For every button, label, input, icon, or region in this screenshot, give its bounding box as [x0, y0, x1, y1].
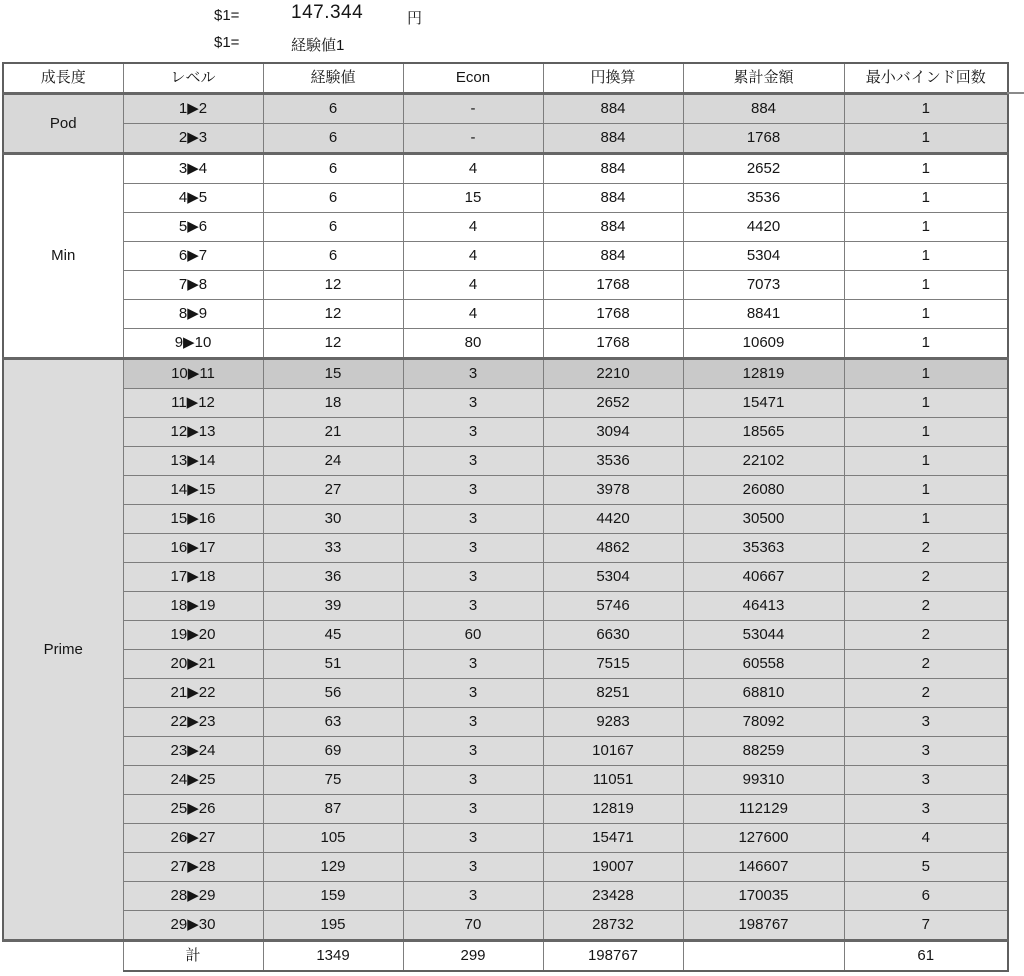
table-cell: 60: [403, 621, 543, 650]
table-cell: 1: [844, 124, 1008, 154]
exp-rate-label: $1=: [214, 34, 240, 51]
table-row: [3, 679, 1008, 708]
table-cell: 20▶21: [123, 650, 263, 679]
table-cell: 3: [403, 359, 543, 389]
table-cell: 3: [403, 882, 543, 911]
table-cell: 29▶30: [123, 911, 263, 941]
table-cell: 112129: [683, 795, 844, 824]
table-cell: 1: [844, 213, 1008, 242]
table-cell: 2: [844, 621, 1008, 650]
table-cell: 1: [844, 505, 1008, 534]
table-cell: 19▶20: [123, 621, 263, 650]
table-cell: 884: [543, 242, 683, 271]
level-table: [2, 62, 1009, 972]
table-cell: 26▶27: [123, 824, 263, 853]
table-cell: 3: [844, 708, 1008, 737]
table-cell: 15▶16: [123, 505, 263, 534]
table-cell: 2652: [543, 389, 683, 418]
table-cell: 18: [263, 389, 403, 418]
table-cell: 4420: [683, 213, 844, 242]
table-cell: 19007: [543, 853, 683, 882]
table-cell: 2: [844, 592, 1008, 621]
table-row: [3, 766, 1008, 795]
table-cell: 2▶3: [123, 124, 263, 154]
column-header: 累計金額: [683, 63, 844, 94]
table-cell: 1: [844, 476, 1008, 505]
table-cell: 12▶13: [123, 418, 263, 447]
table-cell: 25▶26: [123, 795, 263, 824]
table-cell: 26080: [683, 476, 844, 505]
table-cell: 159: [263, 882, 403, 911]
column-header: 円換算: [543, 63, 683, 94]
table-cell: 22102: [683, 447, 844, 476]
table-cell: 1768: [543, 300, 683, 329]
table-row: [3, 621, 1008, 650]
table-cell: 33: [263, 534, 403, 563]
total-cell: [683, 941, 844, 972]
table-cell: 3: [403, 737, 543, 766]
table-cell: 35363: [683, 534, 844, 563]
table-cell: 15471: [683, 389, 844, 418]
table-cell: 15: [263, 359, 403, 389]
table-cell: 8841: [683, 300, 844, 329]
table-cell: 105: [263, 824, 403, 853]
table-cell: 6: [263, 242, 403, 271]
table-cell: 12819: [543, 795, 683, 824]
table-row: [3, 447, 1008, 476]
table-cell: 8▶9: [123, 300, 263, 329]
table-cell: 884: [543, 124, 683, 154]
total-cell: 1349: [263, 941, 403, 972]
table-cell: 3: [844, 737, 1008, 766]
table-cell: 6: [844, 882, 1008, 911]
table-cell: 22▶23: [123, 708, 263, 737]
table-cell: 5746: [543, 592, 683, 621]
table-cell: 12: [263, 271, 403, 300]
table-cell: 3: [403, 563, 543, 592]
table-row: [3, 242, 1008, 271]
table-cell: 11051: [543, 766, 683, 795]
table-cell: 1: [844, 184, 1008, 213]
table-cell: 1▶2: [123, 94, 263, 124]
total-row: [3, 941, 1008, 972]
table-cell: 5▶6: [123, 213, 263, 242]
table-cell: 1: [844, 447, 1008, 476]
table-cell: 9283: [543, 708, 683, 737]
table-row: [3, 795, 1008, 824]
table-cell: 4▶5: [123, 184, 263, 213]
table-cell: 3: [403, 708, 543, 737]
table-cell: 9▶10: [123, 329, 263, 359]
table-row: [3, 184, 1008, 213]
table-cell: 3: [403, 766, 543, 795]
table-cell: 23428: [543, 882, 683, 911]
table-cell: 68810: [683, 679, 844, 708]
table-cell: 1768: [543, 271, 683, 300]
table-row: [3, 882, 1008, 911]
exchange-rate-unit: 円: [407, 10, 423, 27]
table-cell: 3: [403, 592, 543, 621]
table-cell: 1: [844, 94, 1008, 124]
table-cell: 3: [403, 447, 543, 476]
table-cell: 30500: [683, 505, 844, 534]
table-cell: 6▶7: [123, 242, 263, 271]
group-cell-pod: Pod: [3, 94, 123, 154]
table-cell: 30: [263, 505, 403, 534]
table-cell: 6: [263, 213, 403, 242]
table-row: [3, 389, 1008, 418]
table-row: [3, 213, 1008, 242]
table-cell: 5: [844, 853, 1008, 882]
table-cell: 4: [403, 154, 543, 184]
table-cell: -: [403, 94, 543, 124]
table-cell: 4: [403, 271, 543, 300]
table-cell: 3▶4: [123, 154, 263, 184]
column-header: 最小バインド回数: [844, 63, 1008, 94]
table-cell: 8251: [543, 679, 683, 708]
table-cell: 3: [403, 418, 543, 447]
table-cell: 3: [403, 679, 543, 708]
table-cell: 6: [263, 94, 403, 124]
table-row: [3, 271, 1008, 300]
table-cell: 56: [263, 679, 403, 708]
table-cell: 16▶17: [123, 534, 263, 563]
table-cell: 78092: [683, 708, 844, 737]
column-header: Econ: [403, 63, 543, 94]
header-row: [3, 63, 1008, 94]
table-cell: 12: [263, 329, 403, 359]
table-row: [3, 300, 1008, 329]
table-cell: -: [403, 124, 543, 154]
table-cell: 27: [263, 476, 403, 505]
table-cell: 3978: [543, 476, 683, 505]
table-cell: 1768: [543, 329, 683, 359]
table-cell: 4: [403, 242, 543, 271]
table-cell: 4: [403, 300, 543, 329]
table-cell: 3: [403, 476, 543, 505]
table-cell: 195: [263, 911, 403, 941]
table-cell: 146607: [683, 853, 844, 882]
table-cell: 39: [263, 592, 403, 621]
table-cell: 2652: [683, 154, 844, 184]
table-cell: 4420: [543, 505, 683, 534]
table-cell: 6630: [543, 621, 683, 650]
table-cell: 2210: [543, 359, 683, 389]
total-cell: 198767: [543, 941, 683, 972]
total-cell: 299: [403, 941, 543, 972]
table-row: [3, 853, 1008, 882]
table-row: [3, 476, 1008, 505]
table-cell: 3: [403, 853, 543, 882]
table-cell: 6: [263, 154, 403, 184]
table-cell: 6: [263, 184, 403, 213]
table-cell: 70: [403, 911, 543, 941]
table-row: [3, 911, 1008, 941]
table-row: [3, 824, 1008, 853]
table-cell: 884: [543, 94, 683, 124]
table-row: [3, 329, 1008, 359]
table-cell: 3: [844, 795, 1008, 824]
table-cell: 3: [403, 389, 543, 418]
table-cell: 18▶19: [123, 592, 263, 621]
table-row: [3, 563, 1008, 592]
table-cell: 12: [263, 300, 403, 329]
column-header: 経験値: [263, 63, 403, 94]
table-cell: 198767: [683, 911, 844, 941]
table-row: [3, 592, 1008, 621]
table-cell: 12819: [683, 359, 844, 389]
column-header: レベル: [123, 63, 263, 94]
table-cell: 3: [403, 505, 543, 534]
table-cell: 15: [403, 184, 543, 213]
table-cell: 1: [844, 359, 1008, 389]
table-cell: 3536: [543, 447, 683, 476]
table-cell: 15471: [543, 824, 683, 853]
exchange-rate-label: $1=: [214, 7, 240, 24]
table-cell: 884: [543, 184, 683, 213]
table-row: [3, 534, 1008, 563]
table-cell: 7073: [683, 271, 844, 300]
total-label: 計: [123, 941, 263, 972]
table-cell: 75: [263, 766, 403, 795]
exp-rate-value: 経験値1: [291, 37, 345, 54]
table-cell: 99310: [683, 766, 844, 795]
table-cell: 3: [403, 824, 543, 853]
table-cell: 24▶25: [123, 766, 263, 795]
group-cell-prime: Prime: [3, 359, 123, 941]
table-row: [3, 154, 1008, 184]
table-cell: 3: [403, 795, 543, 824]
table-cell: 6: [263, 124, 403, 154]
table-cell: 1768: [683, 124, 844, 154]
table-row: [3, 737, 1008, 766]
table-cell: 7▶8: [123, 271, 263, 300]
table-cell: 28▶29: [123, 882, 263, 911]
group-cell-min: Min: [3, 154, 123, 359]
table-row: [3, 359, 1008, 389]
table-cell: 170035: [683, 882, 844, 911]
table-cell: 3536: [683, 184, 844, 213]
column-header: 成長度: [3, 63, 123, 94]
table-cell: 60558: [683, 650, 844, 679]
table-row: [3, 650, 1008, 679]
table-cell: 45: [263, 621, 403, 650]
table-cell: 40667: [683, 563, 844, 592]
table-cell: 884: [543, 213, 683, 242]
table-cell: 1: [844, 154, 1008, 184]
table-cell: 1: [844, 242, 1008, 271]
table-cell: 3: [403, 534, 543, 563]
table-row: [3, 94, 1008, 124]
table-cell: 10609: [683, 329, 844, 359]
table-cell: 2: [844, 679, 1008, 708]
table-cell: 13▶14: [123, 447, 263, 476]
table-cell: 1: [844, 329, 1008, 359]
header-rule-extension: [1007, 92, 1024, 94]
table-cell: 5304: [543, 563, 683, 592]
table-cell: 21: [263, 418, 403, 447]
table-cell: 4: [403, 213, 543, 242]
table-cell: 14▶15: [123, 476, 263, 505]
table-cell: 127600: [683, 824, 844, 853]
exchange-rate-value: 147.344: [291, 2, 364, 23]
table-cell: 51: [263, 650, 403, 679]
table-cell: 69: [263, 737, 403, 766]
table-cell: 27▶28: [123, 853, 263, 882]
table-cell: 17▶18: [123, 563, 263, 592]
table-cell: 5304: [683, 242, 844, 271]
table-cell: 23▶24: [123, 737, 263, 766]
table-cell: 129: [263, 853, 403, 882]
table-cell: 7: [844, 911, 1008, 941]
level-table-body: [3, 94, 1008, 972]
table-cell: 10167: [543, 737, 683, 766]
table-cell: 36: [263, 563, 403, 592]
table-cell: 884: [543, 154, 683, 184]
table-cell: 884: [683, 94, 844, 124]
table-row: [3, 124, 1008, 154]
table-row: [3, 708, 1008, 737]
table-cell: 63: [263, 708, 403, 737]
table-cell: 53044: [683, 621, 844, 650]
table-cell: 28732: [543, 911, 683, 941]
table-cell: 3: [844, 766, 1008, 795]
table-row: [3, 418, 1008, 447]
table-cell: 1: [844, 389, 1008, 418]
table-cell: 24: [263, 447, 403, 476]
table-cell: 87: [263, 795, 403, 824]
table-cell: 80: [403, 329, 543, 359]
table-cell: 1: [844, 271, 1008, 300]
table-cell: 2: [844, 534, 1008, 563]
table-row: [3, 505, 1008, 534]
table-cell: 1: [844, 418, 1008, 447]
total-blank-corner: [3, 941, 123, 972]
table-cell: 3: [403, 650, 543, 679]
total-cell: 61: [844, 941, 1008, 972]
table-cell: 21▶22: [123, 679, 263, 708]
table-cell: 18565: [683, 418, 844, 447]
table-cell: 2: [844, 650, 1008, 679]
table-cell: 2: [844, 563, 1008, 592]
table-cell: 46413: [683, 592, 844, 621]
table-cell: 11▶12: [123, 389, 263, 418]
table-cell: 88259: [683, 737, 844, 766]
table-cell: 4862: [543, 534, 683, 563]
table-cell: 7515: [543, 650, 683, 679]
table-cell: 3094: [543, 418, 683, 447]
table-cell: 1: [844, 300, 1008, 329]
table-cell: 4: [844, 824, 1008, 853]
table-cell: 10▶11: [123, 359, 263, 389]
